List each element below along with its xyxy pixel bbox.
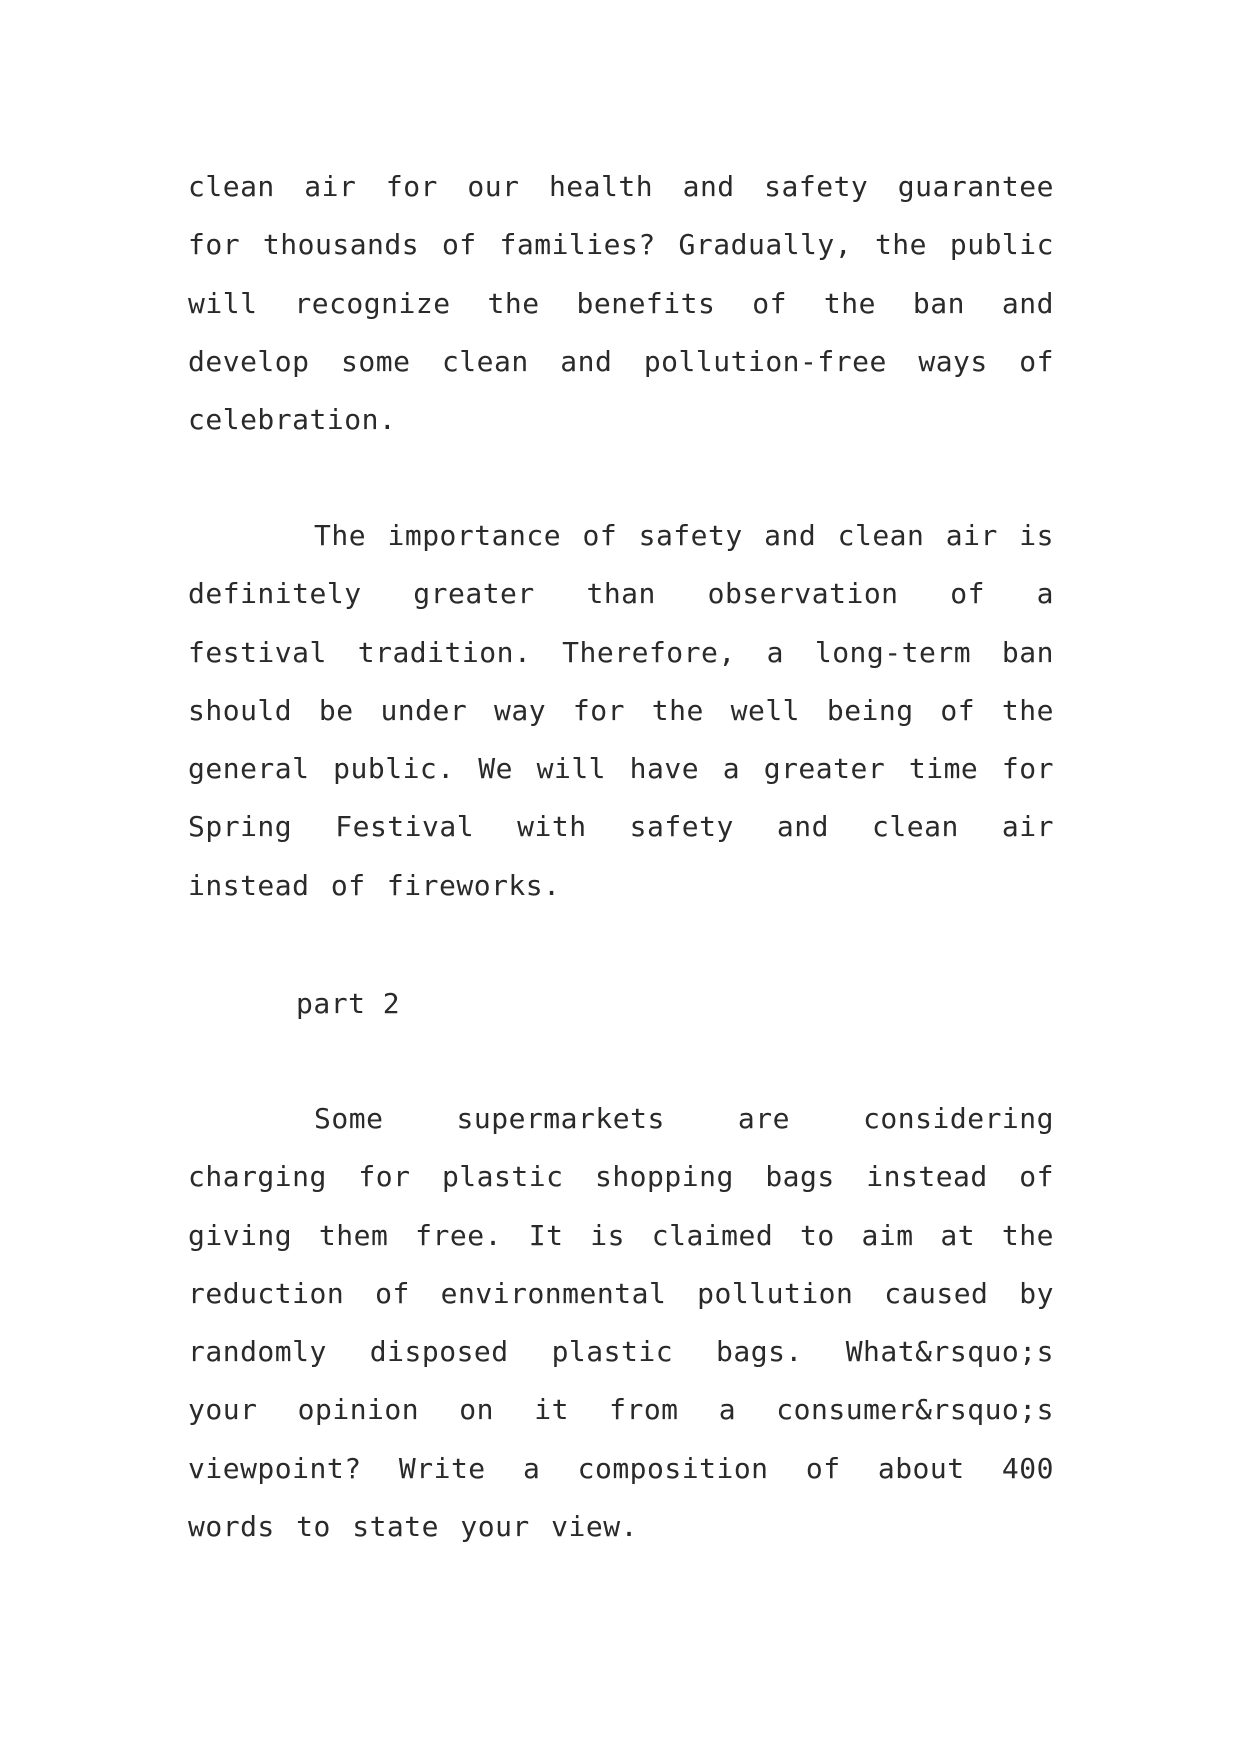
part-heading: part 2 — [296, 987, 401, 1020]
paragraph-continuation: clean air for our health and safety guarantee for thousands of families? Gradually, the public will recognize the benefits of the ban and develop some clean and pollution-free ways of celebration. — [188, 170, 1054, 437]
paragraph-conclusion: The importance of safety and clean air is definitely greater than observation of a festival tradition. Therefore, a long-term ban should be under way for the well being of the general public. We will have a greater time for Spring Festival with safety and clean air instead of fireworks. — [188, 519, 1054, 902]
paragraph-prompt: Some supermarkets are considering charging for plastic shopping bags instead of giving them free. It is claimed to aim at the reduction of environmental pollution caused by randomly disposed plastic bags. What&rsquo;s your opinion on it from a consumer&rsquo;s viewpoint? Write a composition of about 400 words to state your view. — [188, 1102, 1054, 1544]
